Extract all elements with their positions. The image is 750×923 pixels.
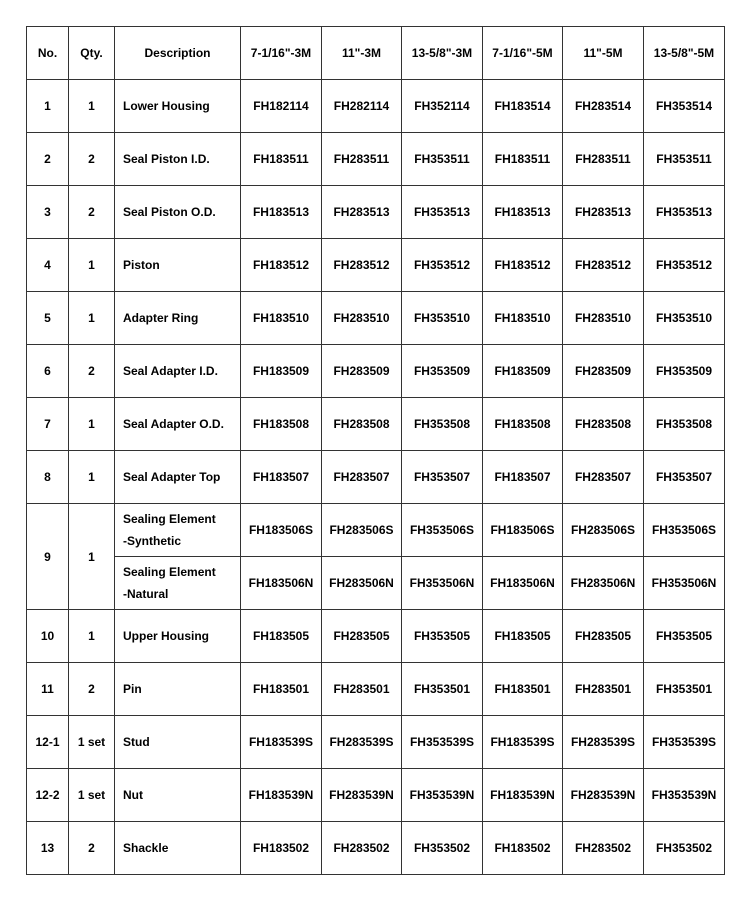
cell-part-code: FH353510 bbox=[644, 292, 725, 345]
header-size-11-3m: 11"-3M bbox=[322, 27, 402, 80]
table-row bbox=[27, 663, 725, 716]
description-line-1: Sealing Element bbox=[123, 565, 216, 579]
header-no: No. bbox=[27, 27, 69, 80]
cell-no: 12-1 bbox=[27, 716, 69, 769]
table-row bbox=[27, 557, 725, 610]
table-row bbox=[27, 504, 725, 557]
cell-part-code: FH353501 bbox=[402, 663, 483, 716]
cell-part-code: FH353539S bbox=[644, 716, 725, 769]
cell-part-code: FH283505 bbox=[563, 610, 644, 663]
cell-qty: 2 bbox=[69, 133, 115, 186]
cell-description: Seal Adapter Top bbox=[115, 451, 241, 504]
cell-no: 3 bbox=[27, 186, 69, 239]
cell-no: 1 bbox=[27, 80, 69, 133]
table-row bbox=[27, 292, 725, 345]
cell-part-code: FH353506S bbox=[402, 504, 483, 557]
cell-part-code: FH283508 bbox=[322, 398, 402, 451]
cell-no: 11 bbox=[27, 663, 69, 716]
table-row bbox=[27, 398, 725, 451]
cell-part-code: FH353539N bbox=[644, 769, 725, 822]
cell-part-code: FH283509 bbox=[322, 345, 402, 398]
cell-part-code: FH353509 bbox=[644, 345, 725, 398]
cell-qty: 2 bbox=[69, 663, 115, 716]
cell-part-code: FH283506N bbox=[322, 557, 402, 610]
cell-part-code: FH183505 bbox=[241, 610, 322, 663]
header-qty: Qty. bbox=[69, 27, 115, 80]
cell-qty: 1 bbox=[69, 504, 115, 610]
cell-no: 12-2 bbox=[27, 769, 69, 822]
cell-part-code: FH352114 bbox=[402, 80, 483, 133]
table-row bbox=[27, 822, 725, 875]
cell-part-code: FH183512 bbox=[241, 239, 322, 292]
cell-part-code: FH353513 bbox=[644, 186, 725, 239]
header-size-11-5m: 11"-5M bbox=[563, 27, 644, 80]
cell-part-code: FH183506N bbox=[241, 557, 322, 610]
cell-part-code: FH283510 bbox=[563, 292, 644, 345]
cell-part-code: FH183511 bbox=[483, 133, 563, 186]
cell-description: Adapter Ring bbox=[115, 292, 241, 345]
table-body bbox=[27, 80, 725, 875]
table-row bbox=[27, 345, 725, 398]
table-row bbox=[27, 716, 725, 769]
table-row bbox=[27, 769, 725, 822]
cell-part-code: FH283539S bbox=[563, 716, 644, 769]
cell-description: Stud bbox=[115, 716, 241, 769]
cell-part-code: FH182114 bbox=[241, 80, 322, 133]
cell-description: Piston bbox=[115, 239, 241, 292]
cell-description: Seal Piston O.D. bbox=[115, 186, 241, 239]
cell-part-code: FH283513 bbox=[563, 186, 644, 239]
cell-no: 7 bbox=[27, 398, 69, 451]
cell-part-code: FH283507 bbox=[322, 451, 402, 504]
cell-part-code: FH183513 bbox=[483, 186, 563, 239]
cell-part-code: FH183509 bbox=[241, 345, 322, 398]
cell-part-code: FH353505 bbox=[644, 610, 725, 663]
table-row bbox=[27, 186, 725, 239]
cell-description: Seal Piston I.D. bbox=[115, 133, 241, 186]
cell-part-code: FH283514 bbox=[563, 80, 644, 133]
cell-part-code: FH353507 bbox=[402, 451, 483, 504]
cell-part-code: FH283511 bbox=[322, 133, 402, 186]
cell-description: Shackle bbox=[115, 822, 241, 875]
cell-qty: 1 bbox=[69, 610, 115, 663]
cell-part-code: FH283502 bbox=[322, 822, 402, 875]
cell-part-code: FH283507 bbox=[563, 451, 644, 504]
cell-part-code: FH353514 bbox=[644, 80, 725, 133]
description-line-2: -Natural bbox=[123, 587, 169, 601]
cell-no: 8 bbox=[27, 451, 69, 504]
header-size-13-5m: 13-5/8"-5M bbox=[644, 27, 725, 80]
cell-part-code: FH183502 bbox=[241, 822, 322, 875]
table-row bbox=[27, 610, 725, 663]
table-row bbox=[27, 451, 725, 504]
cell-qty: 1 bbox=[69, 239, 115, 292]
cell-qty: 2 bbox=[69, 822, 115, 875]
cell-description bbox=[115, 504, 241, 557]
cell-no: 13 bbox=[27, 822, 69, 875]
cell-qty: 2 bbox=[69, 186, 115, 239]
cell-part-code: FH353511 bbox=[402, 133, 483, 186]
cell-part-code: FH183505 bbox=[483, 610, 563, 663]
cell-description: Nut bbox=[115, 769, 241, 822]
cell-part-code: FH183501 bbox=[483, 663, 563, 716]
cell-part-code: FH283510 bbox=[322, 292, 402, 345]
cell-part-code: FH183502 bbox=[483, 822, 563, 875]
cell-part-code: FH283512 bbox=[563, 239, 644, 292]
cell-part-code: FH183539S bbox=[241, 716, 322, 769]
description-line-2: -Synthetic bbox=[123, 534, 182, 548]
cell-no: 4 bbox=[27, 239, 69, 292]
cell-qty: 1 bbox=[69, 451, 115, 504]
cell-part-code: FH183512 bbox=[483, 239, 563, 292]
cell-no: 9 bbox=[27, 504, 69, 610]
cell-part-code: FH353539N bbox=[402, 769, 483, 822]
cell-part-code: FH353506S bbox=[644, 504, 725, 557]
cell-part-code: FH353502 bbox=[402, 822, 483, 875]
cell-part-code: FH183506S bbox=[241, 504, 322, 557]
cell-part-code: FH282114 bbox=[322, 80, 402, 133]
cell-no: 6 bbox=[27, 345, 69, 398]
cell-part-code: FH283539N bbox=[563, 769, 644, 822]
cell-part-code: FH283505 bbox=[322, 610, 402, 663]
cell-part-code: FH353509 bbox=[402, 345, 483, 398]
cell-part-code: FH183514 bbox=[483, 80, 563, 133]
cell-no: 5 bbox=[27, 292, 69, 345]
cell-part-code: FH283501 bbox=[322, 663, 402, 716]
cell-part-code: FH283506S bbox=[563, 504, 644, 557]
cell-part-code: FH353505 bbox=[402, 610, 483, 663]
cell-part-code: FH283502 bbox=[563, 822, 644, 875]
cell-part-code: FH283512 bbox=[322, 239, 402, 292]
cell-part-code: FH353508 bbox=[402, 398, 483, 451]
cell-part-code: FH183508 bbox=[483, 398, 563, 451]
table-row bbox=[27, 133, 725, 186]
cell-part-code: FH283511 bbox=[563, 133, 644, 186]
cell-part-code: FH283506N bbox=[563, 557, 644, 610]
cell-part-code: FH183510 bbox=[483, 292, 563, 345]
cell-no: 10 bbox=[27, 610, 69, 663]
cell-description: Seal Adapter O.D. bbox=[115, 398, 241, 451]
cell-part-code: FH183501 bbox=[241, 663, 322, 716]
cell-part-code: FH183539N bbox=[241, 769, 322, 822]
cell-part-code: FH283508 bbox=[563, 398, 644, 451]
cell-part-code: FH353501 bbox=[644, 663, 725, 716]
cell-part-code: FH183507 bbox=[483, 451, 563, 504]
description-line-1: Sealing Element bbox=[123, 512, 216, 526]
cell-part-code: FH353511 bbox=[644, 133, 725, 186]
cell-part-code: FH283506S bbox=[322, 504, 402, 557]
cell-part-code: FH353539S bbox=[402, 716, 483, 769]
cell-qty: 2 bbox=[69, 345, 115, 398]
table-row bbox=[27, 239, 725, 292]
cell-no: 2 bbox=[27, 133, 69, 186]
cell-qty: 1 set bbox=[69, 769, 115, 822]
cell-part-code: FH183508 bbox=[241, 398, 322, 451]
cell-part-code: FH183509 bbox=[483, 345, 563, 398]
cell-part-code: FH283539S bbox=[322, 716, 402, 769]
cell-qty: 1 bbox=[69, 398, 115, 451]
cell-part-code: FH283501 bbox=[563, 663, 644, 716]
cell-part-code: FH183506S bbox=[483, 504, 563, 557]
cell-part-code: FH353507 bbox=[644, 451, 725, 504]
header-size-7-3m: 7-1/16"-3M bbox=[241, 27, 322, 80]
cell-part-code: FH353513 bbox=[402, 186, 483, 239]
cell-part-code: FH353512 bbox=[402, 239, 483, 292]
table-row bbox=[27, 80, 725, 133]
header-row bbox=[27, 27, 725, 80]
cell-description: Seal Adapter I.D. bbox=[115, 345, 241, 398]
cell-part-code: FH183513 bbox=[241, 186, 322, 239]
header-size-13-3m: 13-5/8"-3M bbox=[402, 27, 483, 80]
cell-part-code: FH283509 bbox=[563, 345, 644, 398]
cell-part-code: FH183510 bbox=[241, 292, 322, 345]
parts-table bbox=[26, 26, 725, 875]
cell-description: Pin bbox=[115, 663, 241, 716]
cell-part-code: FH353512 bbox=[644, 239, 725, 292]
cell-part-code: FH353506N bbox=[402, 557, 483, 610]
header-description: Description bbox=[115, 27, 241, 80]
cell-part-code: FH353502 bbox=[644, 822, 725, 875]
cell-part-code: FH183539S bbox=[483, 716, 563, 769]
cell-part-code: FH183506N bbox=[483, 557, 563, 610]
cell-qty: 1 bbox=[69, 292, 115, 345]
cell-part-code: FH353508 bbox=[644, 398, 725, 451]
cell-part-code: FH183539N bbox=[483, 769, 563, 822]
cell-part-code: FH353510 bbox=[402, 292, 483, 345]
cell-part-code: FH283539N bbox=[322, 769, 402, 822]
cell-description: Lower Housing bbox=[115, 80, 241, 133]
cell-qty: 1 set bbox=[69, 716, 115, 769]
parts-table-container bbox=[26, 26, 725, 875]
cell-description bbox=[115, 557, 241, 610]
header-size-7-5m: 7-1/16"-5M bbox=[483, 27, 563, 80]
cell-part-code: FH183507 bbox=[241, 451, 322, 504]
cell-description: Upper Housing bbox=[115, 610, 241, 663]
cell-part-code: FH283513 bbox=[322, 186, 402, 239]
cell-part-code: FH353506N bbox=[644, 557, 725, 610]
cell-part-code: FH183511 bbox=[241, 133, 322, 186]
cell-qty: 1 bbox=[69, 80, 115, 133]
